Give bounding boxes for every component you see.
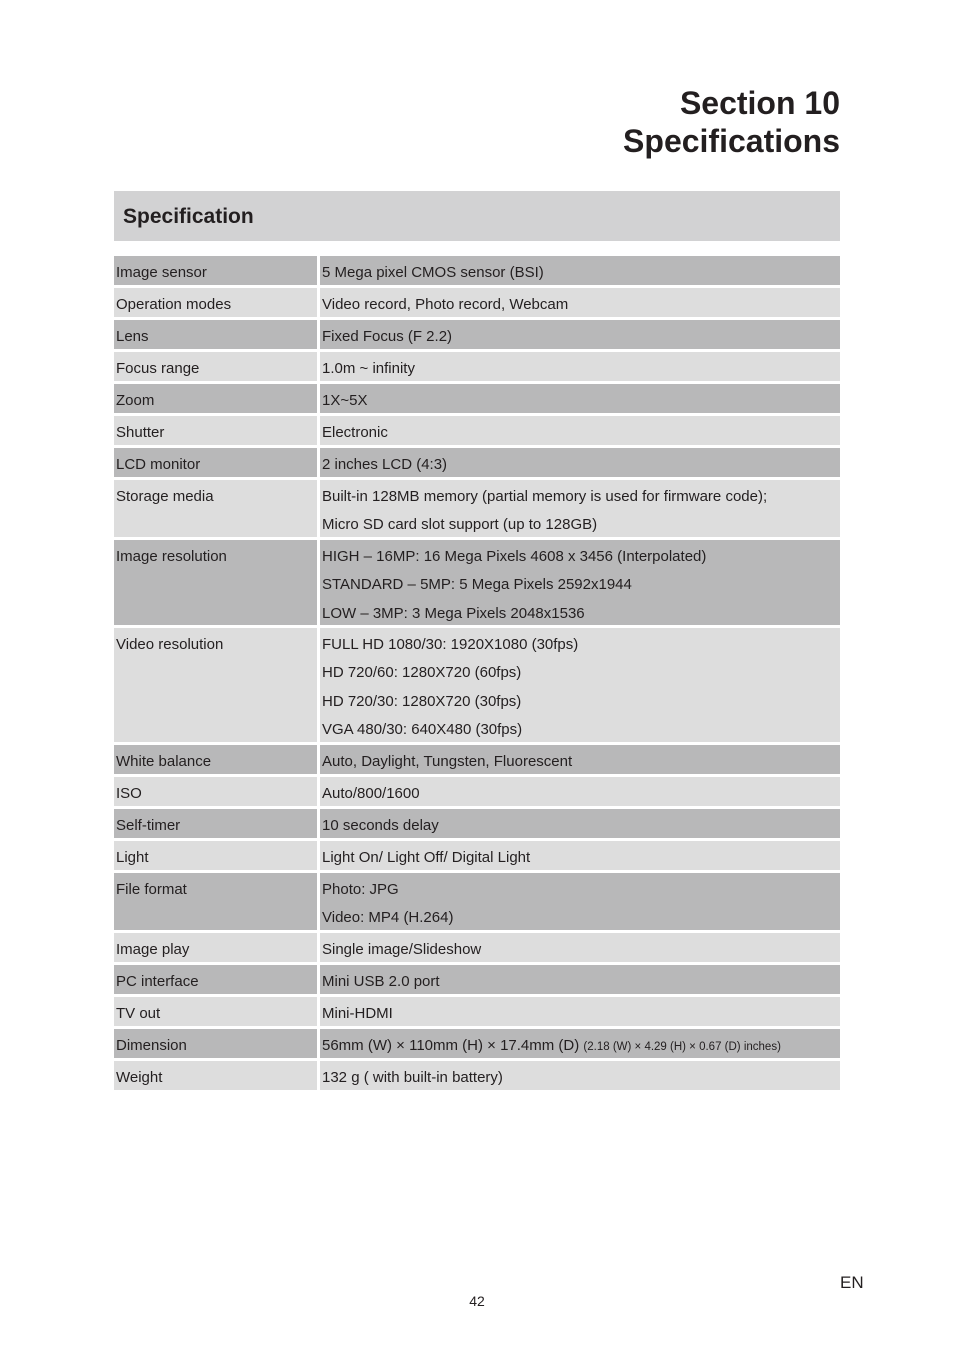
specification-heading: Specification <box>123 205 254 228</box>
spec-value <box>320 384 840 413</box>
spec-value-text: VGA 480/30: 640X480 (30fps) <box>322 720 523 738</box>
spec-label: LCD monitor <box>114 448 317 477</box>
spec-value <box>320 540 840 625</box>
spec-value-line <box>322 487 838 507</box>
spec-value-text: 10 seconds delay <box>322 817 439 834</box>
spec-value-line <box>322 940 838 960</box>
spec-value-line <box>322 663 838 683</box>
spec-value-line <box>322 752 838 772</box>
spec-value-line <box>322 575 838 595</box>
spec-label: Self-timer <box>114 809 317 838</box>
table-row <box>114 628 840 742</box>
spec-value-text: 132 g ( with built-in battery) <box>322 1069 503 1086</box>
table-row <box>114 480 840 537</box>
spec-value <box>320 1061 840 1090</box>
spec-value-line <box>322 359 838 379</box>
table-row <box>114 540 840 625</box>
spec-value-text: 2 inches LCD (4:3) <box>322 456 448 473</box>
spec-value-text: Mini USB 2.0 port <box>322 973 440 990</box>
spec-value-note: (2.18 (W) × 4.29 (H) × 0.67 (D) inches) <box>583 1041 781 1053</box>
spec-value-text: Photo: JPG <box>322 881 399 898</box>
spec-value <box>320 288 840 317</box>
spec-value-text: Micro SD card slot support (up to 128GB) <box>322 516 598 534</box>
spec-value-line <box>322 1068 838 1088</box>
spec-value-line <box>322 720 838 740</box>
spec-label: PC interface <box>114 965 317 994</box>
spec-value <box>320 416 840 445</box>
spec-value <box>320 256 840 285</box>
spec-value-text: Auto, Daylight, Tungsten, Fluorescent <box>322 753 573 770</box>
spec-value <box>320 628 840 742</box>
spec-label: Lens <box>114 320 317 349</box>
spec-label: ISO <box>114 777 317 806</box>
spec-value-line <box>322 972 838 992</box>
spec-value-text: Video record, Photo record, Webcam <box>322 296 569 313</box>
spec-value-line <box>322 515 838 535</box>
spec-value-line <box>322 263 838 283</box>
spec-value-text: STANDARD – 5MP: 5 Mega Pixels 2592x1944 <box>322 576 632 594</box>
spec-value-text: Light On/ Light Off/ Digital Light <box>322 849 531 866</box>
spec-value-line <box>322 547 838 567</box>
spec-value-text: Built-in 128MB memory (partial memory is used for firmware code); <box>322 488 768 505</box>
table-row <box>114 288 840 317</box>
spec-value-line <box>322 816 838 836</box>
spec-label: Zoom <box>114 384 317 413</box>
spec-value <box>320 997 840 1026</box>
table-row <box>114 1061 840 1090</box>
specification-header-bar <box>114 191 840 241</box>
spec-value <box>320 933 840 962</box>
spec-value-text: FULL HD 1080/30: 1920X1080 (30fps) <box>322 636 579 653</box>
spec-value-text: LOW – 3MP: 3 Mega Pixels 2048x1536 <box>322 604 585 622</box>
spec-value-line <box>322 1036 838 1057</box>
spec-value-text: 1.0m ~ infinity <box>322 360 415 377</box>
spec-value-line <box>322 295 838 315</box>
spec-value-line <box>322 391 838 411</box>
spec-value-line <box>322 880 838 900</box>
table-row <box>114 416 840 445</box>
table-row <box>114 256 840 285</box>
spec-value-text: HD 720/60: 1280X720 (60fps) <box>322 664 522 682</box>
spec-value <box>320 873 840 930</box>
table-row <box>114 965 840 994</box>
spec-label: Operation modes <box>114 288 317 317</box>
spec-value-line <box>322 635 838 655</box>
spec-label: Storage media <box>114 480 317 537</box>
spec-value-text: Electronic <box>322 424 388 441</box>
section-title: Specifications <box>623 123 840 159</box>
spec-label: Image sensor <box>114 256 317 285</box>
table-row <box>114 448 840 477</box>
spec-value-line <box>322 784 838 804</box>
spec-label: White balance <box>114 745 317 774</box>
spec-value-line <box>322 1004 838 1024</box>
spec-value-line <box>322 692 838 712</box>
table-row <box>114 352 840 381</box>
spec-label: Light <box>114 841 317 870</box>
spec-label: Image resolution <box>114 540 317 625</box>
spec-value-text: 1X~5X <box>322 392 368 409</box>
spec-label: TV out <box>114 997 317 1026</box>
table-row <box>114 841 840 870</box>
table-row <box>114 873 840 930</box>
spec-value-text: HD 720/30: 1280X720 (30fps) <box>322 692 522 710</box>
spec-value-text: 56mm (W) × 110mm (H) × 17.4mm (D) <box>322 1037 580 1054</box>
table-row <box>114 745 840 774</box>
spec-value-text: Single image/Slideshow <box>322 941 482 958</box>
language-tag: EN <box>840 1273 864 1292</box>
table-row <box>114 1029 840 1058</box>
table-row <box>114 933 840 962</box>
spec-label: File format <box>114 873 317 930</box>
spec-value-line <box>322 848 838 868</box>
spec-value <box>320 777 840 806</box>
spec-label: Shutter <box>114 416 317 445</box>
table-row <box>114 384 840 413</box>
spec-value <box>320 745 840 774</box>
spec-value-text: Fixed Focus (F 2.2) <box>322 328 453 345</box>
spec-value <box>320 480 840 537</box>
spec-value-line <box>322 455 838 475</box>
page-number: 42 <box>469 1293 485 1309</box>
spec-value <box>320 352 840 381</box>
spec-value-text: 5 Mega pixel CMOS sensor (BSI) <box>322 264 544 281</box>
spec-value-line <box>322 604 838 624</box>
spec-value <box>320 965 840 994</box>
table-row <box>114 777 840 806</box>
spec-value <box>320 320 840 349</box>
spec-value <box>320 841 840 870</box>
spec-value <box>320 1029 840 1058</box>
spec-value-line <box>322 908 838 928</box>
spec-value-text: Video: MP4 (H.264) <box>322 909 454 927</box>
spec-value <box>320 448 840 477</box>
spec-value <box>320 809 840 838</box>
page-title <box>623 84 840 160</box>
spec-value-text: Auto/800/1600 <box>322 785 420 802</box>
specification-table <box>114 256 840 1093</box>
spec-label: Weight <box>114 1061 317 1090</box>
spec-label: Focus range <box>114 352 317 381</box>
spec-label: Video resolution <box>114 628 317 742</box>
spec-label: Dimension <box>114 1029 317 1058</box>
spec-value-line <box>322 423 838 443</box>
section-number: Section 10 <box>679 85 840 121</box>
spec-label: Image play <box>114 933 317 962</box>
table-row <box>114 809 840 838</box>
spec-value-line <box>322 327 838 347</box>
spec-value-text: Mini-HDMI <box>322 1005 393 1022</box>
table-row <box>114 320 840 349</box>
table-row <box>114 997 840 1026</box>
spec-value-text: HIGH – 16MP: 16 Mega Pixels 4608 x 3456 (Interpolated) <box>322 548 707 565</box>
